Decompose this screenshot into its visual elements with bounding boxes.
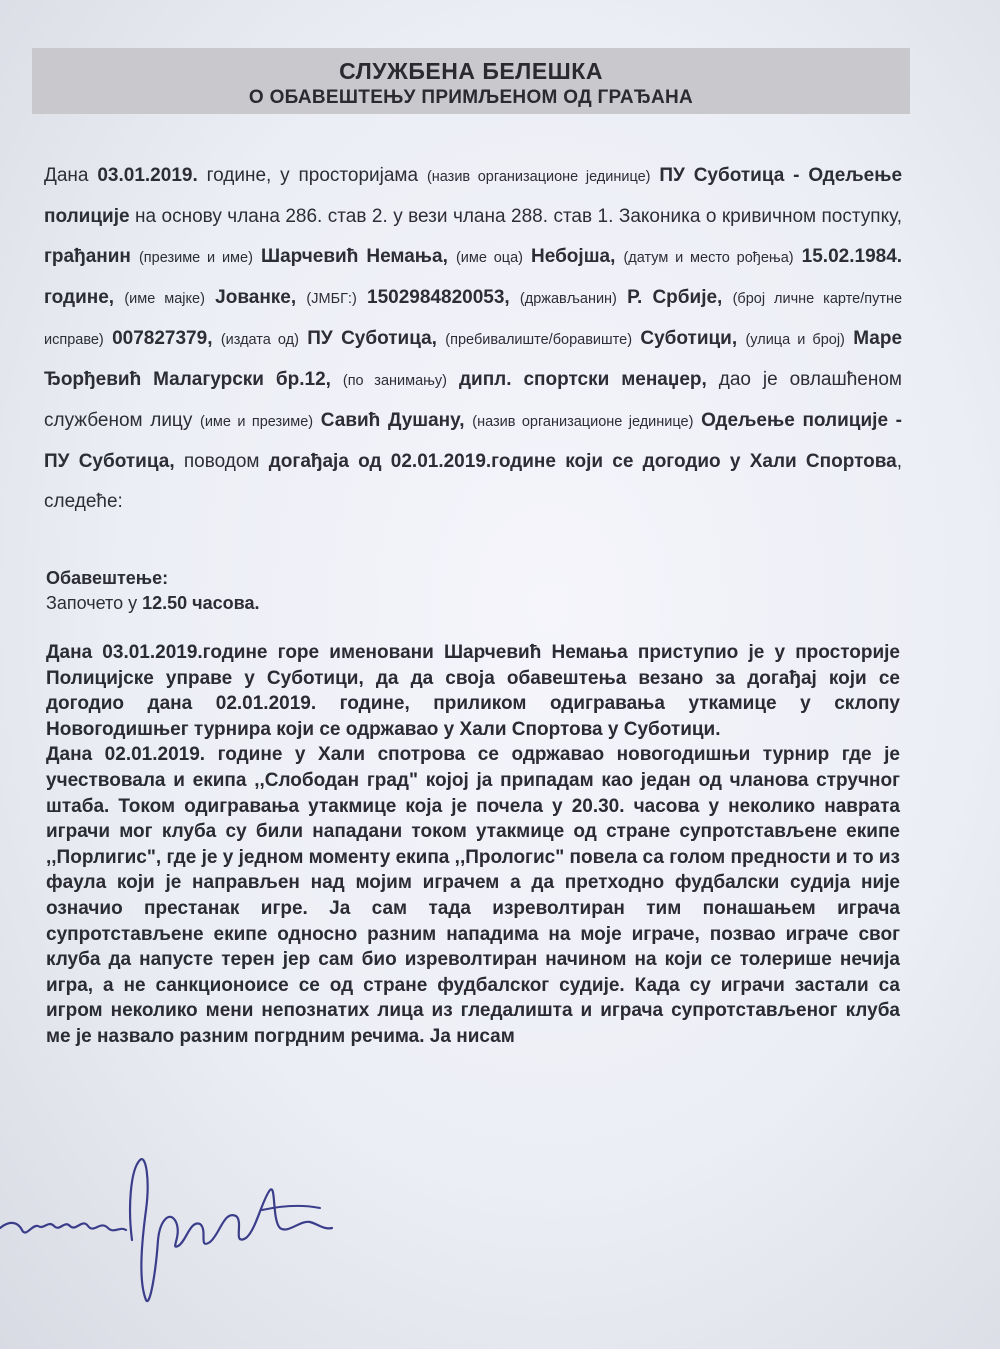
residence: Суботици, (640, 328, 738, 349)
document-title: СЛУЖБЕНА БЕЛЕШКА (339, 58, 603, 84)
intro-text: поводом (183, 451, 260, 472)
intro-paragraph (44, 156, 902, 522)
statement-body (46, 640, 900, 1050)
field-label: (ЈМБГ:) (306, 291, 357, 307)
statement-paragraph-1: Дана 03.01.2019.године горе именовани Шарчевић Немања приступио је у просторије Полицијске управе у Суботици, да да своја обавештења везано за догађај који се догодио дана 02.01.2019. године, приликом одигравања уткамице у склопу Новогодишњег турнира који се одржавао у Хали Спортова у Суботици. (46, 642, 900, 740)
mother-name: Јованке, (215, 287, 297, 308)
statement-paragraph-2: Дана 02.01.2019. године у Хали спотрова се одржавао новогодишњи турнир где је учествовала и екипа ,,Слободан град" којој ја припадам као један од чланова стручног штаба. Током одигравања утакмице која је почела у 20.30. часова у неколико наврата играчи мог клуба су били нападани током утакмице од стране супротстављене екипе ,,Порлигис", где је у једном моменту екипа ,,Прологис" повела са голом предности и то из фаула који је направљен над мојим играчем а да претходно фудбалски судија није означио престанак игре. Ја сам тада изреволтиран тим понашањем играча супротстављене екипе односно разним нападима на моје играче, позвао играче свог клуба да напусте терен јер сам био изреволтиран начином на који се толерише нечија игра, а не санкционоисе се од стране фудбалског судије. Када су играчи застали са игром неколико мени непознатих лица из гледалишта и играча супротстављеног клуба ме је назвало разним погрдним речима. Ја нисам (46, 744, 900, 1047)
field-label: (издата од) (220, 332, 299, 348)
organization-unit-2: Одељење полиције - ПУ Суботица, (44, 410, 902, 472)
citizen-word: грађанин (44, 246, 131, 267)
field-label: (држављанин) (519, 291, 617, 307)
field-label: (број личне карте/путне исправе) (44, 291, 903, 348)
field-label: (по занимању) (342, 373, 448, 389)
field-label: (датум и место рођења) (623, 250, 794, 266)
document-subtitle: О ОБАВЕШТЕЊУ ПРИМЉЕНОМ ОД ГРАЂАНА (248, 87, 694, 108)
notice-info (46, 566, 259, 616)
field-label: (име мајке) (124, 291, 205, 307)
jmbg-number: 1502984820053, (367, 287, 510, 308)
event-description: догађаја од 02.01.2019.године који се догодио у Хали Спортова (268, 451, 897, 472)
id-number: 007827379, (112, 328, 213, 349)
report-date: 03.01.2019. (97, 165, 198, 186)
field-label: (име и презиме) (199, 414, 314, 430)
field-label: (назив организационе јединице) (426, 169, 651, 185)
intro-text: дао је овлашћеном службеном лицу (44, 369, 902, 431)
started-prefix: Започето у (46, 593, 138, 613)
field-label: (презиме и име) (138, 250, 253, 266)
officer-name: Савић Душану, (320, 410, 465, 431)
street-address: Маре Ђорђевић Малагурски бр.12, (44, 328, 903, 390)
intro-text: Дана (44, 165, 89, 186)
field-label: (улица и број) (745, 332, 845, 348)
signature-image (0, 1150, 360, 1310)
issued-by: ПУ Суботица, (307, 328, 437, 349)
notice-label: Обавештење: (46, 568, 169, 588)
intro-text: године, у просторијама (206, 165, 419, 186)
father-name: Небојша, (531, 246, 616, 267)
organization-unit: ПУ Суботица - Одељење полиције (44, 165, 903, 227)
citizenship: Р. Србије, (627, 287, 723, 308)
occupation: дипл. спортски менаџер, (458, 369, 707, 390)
birth-date: 15.02.1984. године, (44, 246, 903, 308)
intro-text: на основу члана 286. став 2. у вези члана 288. став 1. Законика о кривичном поступку, (135, 206, 902, 227)
started-time: 12.50 часова. (142, 593, 260, 613)
citizen-name: Шарчевић Немања, (260, 246, 448, 267)
field-label: (име оца) (455, 250, 523, 266)
field-label: (назив организационе јединице) (472, 414, 694, 430)
field-label: (пребивалиште/боравиште) (445, 332, 633, 348)
document-header (32, 48, 910, 114)
intro-text: , следеће: (44, 451, 903, 512)
